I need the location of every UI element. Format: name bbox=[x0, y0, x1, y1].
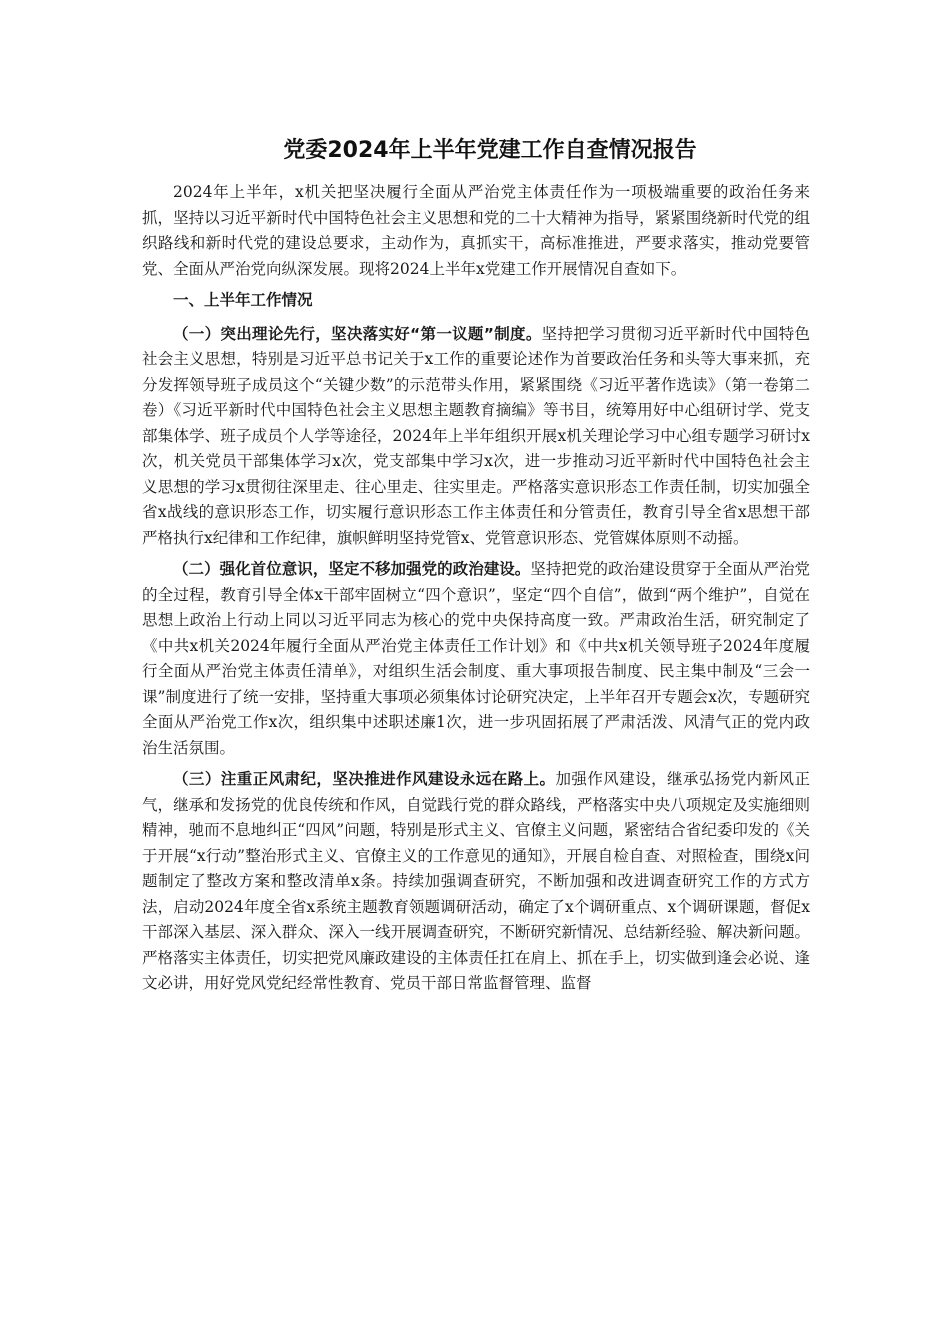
document-body bbox=[142, 180, 810, 1003]
paragraph-3 bbox=[142, 767, 810, 997]
section-heading: 一、上半年工作情况 bbox=[173, 291, 313, 309]
paragraph-1-lead: （一）突出理论先行，坚决落实好“第一议题”制度。 bbox=[173, 324, 542, 343]
document-title: 党委2024年上半年党建工作自查情况报告 bbox=[283, 138, 697, 163]
paragraph-3-lead: （三）注重正风肃纪，坚决推进作风建设永远在路上。 bbox=[173, 770, 556, 788]
paragraph-1-text: 坚持把学习贯彻习近平新时代中国特色社会主义思想，特别是习近平总书记关于x工作的重要论述作为首要政治任务和头等大事来抓，充分发挥领导班子成员这个“关键少数”的示范带头作用，紧紧围绕《习近平著作选读》（第一卷第二卷）《习近平新时代中国特色社会主义思想主题教育摘编》等书目，统筹用好中心组研讨学、党支部集体学、班子成员个人学等途径，2024年上半年组织开展x机关理论学习中心组专题学习研讨x次，机关党员干部集体学习x次，党支部集中学习x次，进一步推动习近平新时代中国特色社会主义思想的学习x贯彻往深里走、往心里走、往实里走。严格落实意识形态工作责任制，切实加强全省x战线的意识形态工作，切实履行意识形态工作主体责任和分管责任，教育引导全省x思想干部严格执行x纪律和工作纪律，旗帜鲜明坚持党管x、党管意识形态、党管媒体原则不动摇。 bbox=[142, 324, 810, 547]
paragraph-2-text: 坚持把党的政治建设贯穿于全面从严治党的全过程，教育引导全体x干部牢固树立“四个意识”，坚定“四个自信”，做到“两个维护”，自觉在思想上政治上行动上同以习近平同志为核心的党中央保持高度一致。严肃政治生活，研究制定了《中共x机关2024年履行全面从严治党主体责任工作计划》和《中共x机关领导班子2024年度履行全面从严治党主体责任清单》，对组织生活会制度、重大事项报告制度、民主集中制及“三会一课”制度进行了统一安排，坚持重大事项必须集体讨论研究决定，上半年召开专题会x次，专题研究全面从严治党工作x次，组织集中述职述廉1次，进一步巩固拓展了严肃活泼、风清气正的党内政治生活氛围。 bbox=[142, 560, 810, 757]
paragraph-1 bbox=[142, 322, 810, 552]
paragraph-2-lead: （二）强化首位意识，坚定不移加强党的政治建设。 bbox=[173, 560, 531, 578]
intro-paragraph: 2024年上半年，x机关把坚决履行全面从严治党主体责任作为一项极端重要的政治任务来抓，坚持以习近平新时代中国特色社会主义思想和党的二十大精神为指导，紧紧围绕新时代党的组织路线和新时代党的建设总要求，主动作为，真抓实干，高标准推进，严要求落实，推动党要管党、全面从严治党向纵深发展。现将2024上半年x党建工作开展情况自查如下。 bbox=[142, 183, 810, 278]
paragraph-3-text: 加强作风建设，继承弘扬党内新风正气，继承和发扬党的优良传统和作风，自觉践行党的群众路线，严格落实中央八项规定及实施细则精神，驰而不息地纠正“四风”问题，特别是形式主义、官僚主义问题，紧密结合省纪委印发的《关于开展“x行动”整治形式主义、官僚主义的工作意见的通知》，开展自检自查、对照检查，围绕x问题制定了整改方案和整改清单x条。持续加强调查研究，不断加强和改进调查研究工作的方式方法，启动2024年度全省x系统主题教育领题调研活动，确定了x个调研重点、x个调研课题，督促x干部深入基层、深入群众、深入一线开展调查研究，不断研究新情况、总结新经验、解决新问题。严格落实主体责任，切实把党风廉政建设的主体责任扛在肩上、抓在手上，切实做到逢会必说、逢文必讲，用好党风党纪经常性教育、党员干部日常监督管理、监督 bbox=[142, 770, 810, 992]
paragraph-2 bbox=[142, 557, 810, 761]
